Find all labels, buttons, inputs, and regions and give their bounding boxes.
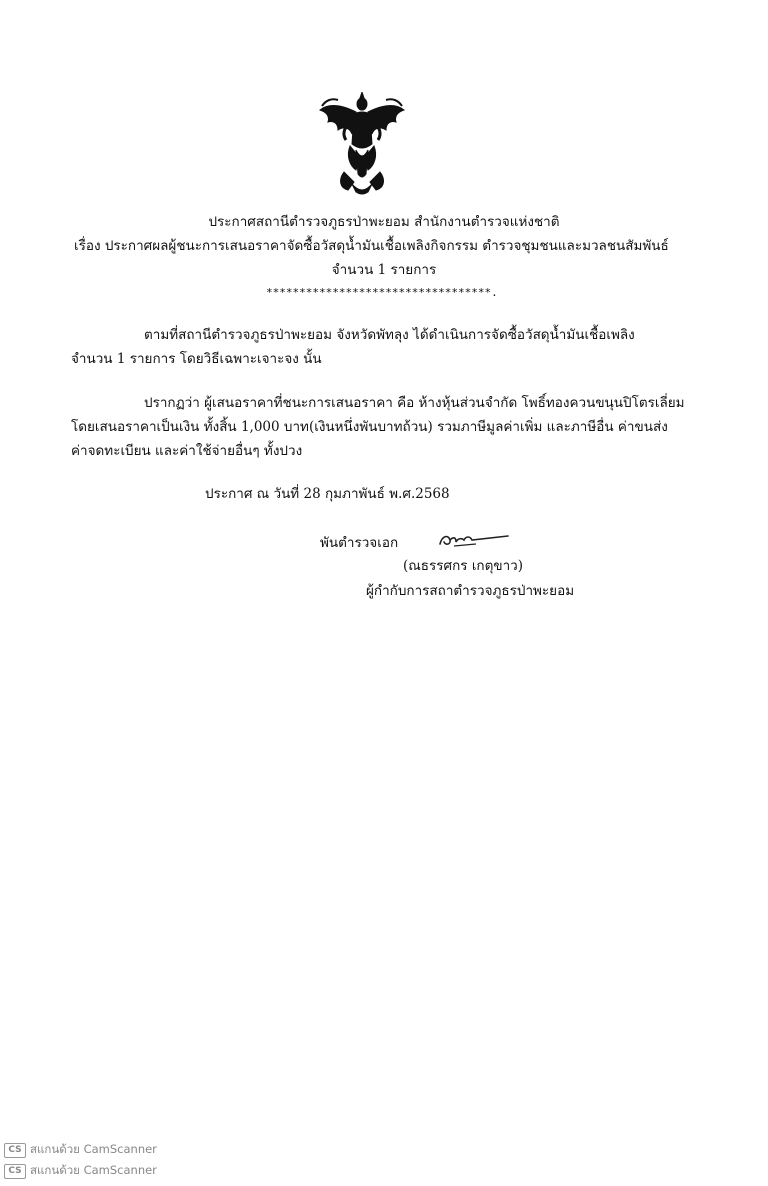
handwritten-signature — [436, 528, 510, 550]
paragraph-1-line-1: ตามที่สถานีตำรวจภูธรป่าพะยอม จังหวัดพัทลุง ได้ดำเนินการจัดซื้อวัสดุน้ำมันเชื้อเพลิง — [144, 327, 635, 343]
camscanner-footer-2 — [4, 1162, 157, 1180]
announce-date: ประกาศ ณ วันที่ 28 กุมภาพันธ์ พ.ศ.2568 — [205, 486, 450, 502]
camscanner-footer-1 — [4, 1141, 157, 1159]
signer-position: ผู้กำกับการสถาตำรวจภูธรป่าพะยอม — [366, 583, 575, 599]
camscanner-text: สแกนด้วย CamScanner — [30, 1163, 157, 1177]
paragraph-2-line-2: โดยเสนอราคาเป็นเงิน ทั้งสิ้น 1,000 บาท(เงินหนึ่งพันบาทถ้วน) รวมภาษีมูลค่าเพิ่ม และภาษีอื่น ค่าขนส่ง — [71, 419, 668, 435]
separator-stars: **********************************. — [266, 286, 498, 299]
agency-title: ประกาศสถานีตำรวจภูธรป่าพะยอม สำนักงานตำรวจแห่งชาติ — [208, 214, 560, 230]
garuda-emblem — [316, 92, 408, 196]
paragraph-2-line-3: ค่าจดทะเบียน และค่าใช้จ่ายอื่นๆ ทั้งปวง — [71, 443, 303, 459]
paragraph-1-line-2: จำนวน 1 รายการ โดยวิธีเฉพาะเจาะจง นั้น — [71, 351, 322, 367]
signer-rank: พันตำรวจเอก — [320, 535, 399, 551]
signer-name: (ณธรรศกร เกตุขาว) — [403, 558, 524, 574]
camscanner-icon: CS — [4, 1143, 26, 1158]
item-count: จำนวน 1 รายการ — [331, 262, 437, 278]
paragraph-2-line-1: ปรากฏว่า ผู้เสนอราคาที่ชนะการเสนอราคา คือ ห้างหุ้นส่วนจำกัด โพธิ์ทองควนขนุนปิโตรเลี่ยม — [144, 395, 685, 411]
camscanner-text: สแกนด้วย CamScanner — [30, 1142, 157, 1156]
camscanner-icon: CS — [4, 1164, 26, 1179]
subject-line: เรื่อง ประกาศผลผู้ชนะการเสนอราคาจัดซื้อวัสดุน้ำมันเชื้อเพลิงกิจกรรม ตำรวจชุมชนและมวลชนสัมพันธ์ — [74, 238, 669, 254]
